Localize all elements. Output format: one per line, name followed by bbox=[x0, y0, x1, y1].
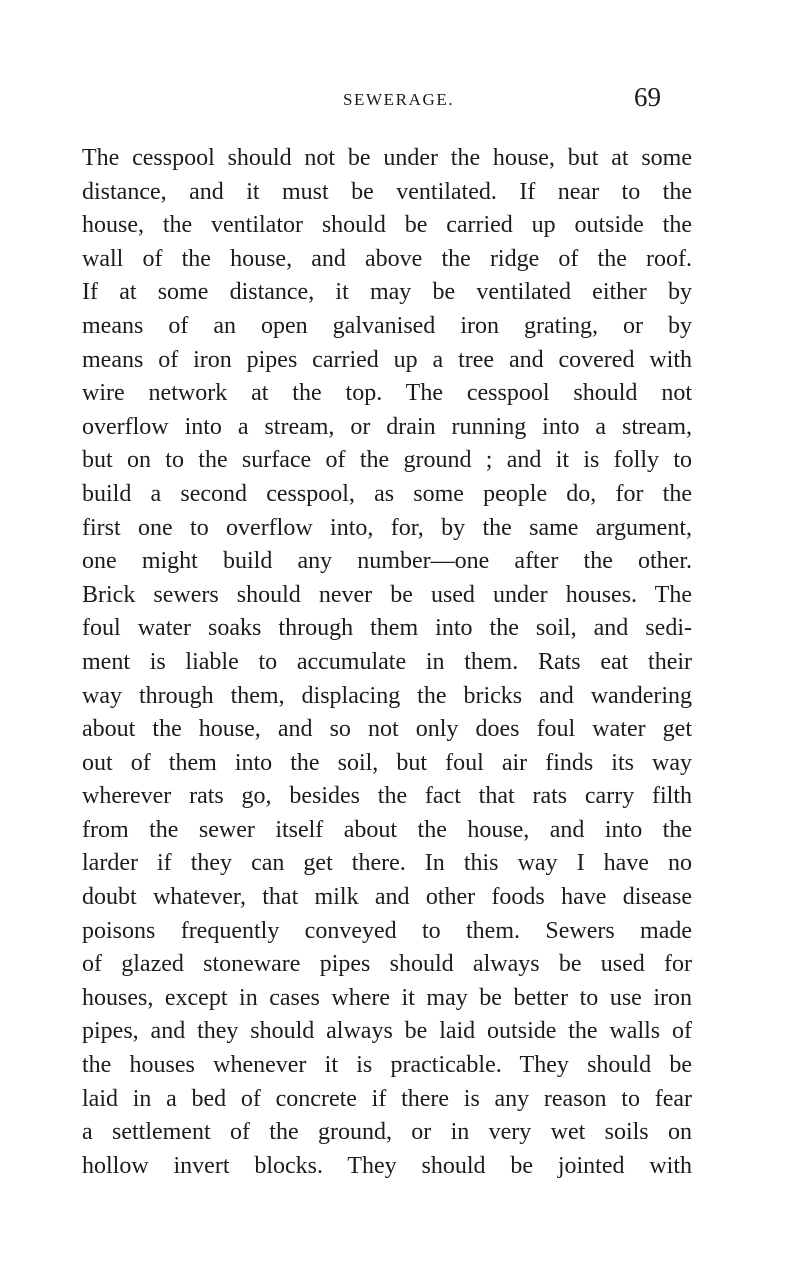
text-line: of glazed stoneware pipes should always be used for bbox=[82, 951, 692, 978]
text-line: wherever rats go, besides the fact that rats carry filth bbox=[82, 783, 692, 810]
text-line: ment is liable to accumulate in them. Rats eat their bbox=[82, 648, 692, 675]
running-head bbox=[0, 84, 800, 112]
text-line: first one to overflow into, for, by the same argument, bbox=[82, 514, 692, 541]
text-line: overflow into a stream, or drain running into a stream, bbox=[82, 413, 692, 440]
page-number: 69 bbox=[634, 82, 661, 112]
text-line: from the sewer itself about the house, and into the bbox=[82, 816, 692, 843]
text-line: If at some distance, it may be ventilated either by bbox=[82, 279, 692, 306]
text-line: means of an open galvanised iron grating, or by bbox=[82, 312, 692, 339]
text-line: pipes, and they should always be laid outside the walls of bbox=[82, 1018, 692, 1045]
text-line: Brick sewers should never be used under houses. The bbox=[82, 581, 692, 608]
text-line: about the house, and so not only does foul water get bbox=[82, 716, 692, 743]
text-line: poisons frequently conveyed to them. Sewers made bbox=[82, 917, 692, 944]
text-line: laid in a bed of concrete if there is any reason to fear bbox=[82, 1085, 692, 1112]
text-line: a settlement of the ground, or in very wet soils on bbox=[82, 1119, 692, 1146]
text-line: out of them into the soil, but foul air finds its way bbox=[82, 749, 692, 776]
text-line: wall of the house, and above the ridge of the roof. bbox=[82, 245, 692, 272]
text-line: distance, and it must be ventilated. If near to the bbox=[82, 178, 692, 205]
running-title: SEWERAGE. bbox=[343, 90, 455, 109]
text-line: means of iron pipes carried up a tree and covered with bbox=[82, 346, 692, 373]
text-line: foul water soaks through them into the soil, and sedi- bbox=[82, 615, 692, 642]
text-line: hollow invert blocks. They should be jointed with bbox=[82, 1152, 692, 1179]
text-line: build a second cesspool, as some people do, for the bbox=[82, 480, 692, 507]
text-line: houses, except in cases where it may be better to use iron bbox=[82, 984, 692, 1011]
text-line: one might build any number—one after the other. bbox=[82, 548, 692, 575]
text-line: way through them, displacing the bricks and wandering bbox=[82, 682, 692, 709]
text-line: but on to the surface of the ground ; and it is folly to bbox=[82, 447, 692, 474]
text-line: house, the ventilator should be carried up outside the bbox=[82, 212, 692, 239]
body-text bbox=[82, 142, 692, 1183]
text-line: wire network at the top. The cesspool should not bbox=[82, 380, 692, 407]
text-line: larder if they can get there. In this way I have no bbox=[82, 850, 692, 877]
text-line: The cesspool should not be under the house, but at some bbox=[82, 145, 692, 171]
text-line: the houses whenever it is practicable. They should be bbox=[82, 1052, 692, 1079]
text-line: doubt whatever, that milk and other foods have disease bbox=[82, 884, 692, 911]
